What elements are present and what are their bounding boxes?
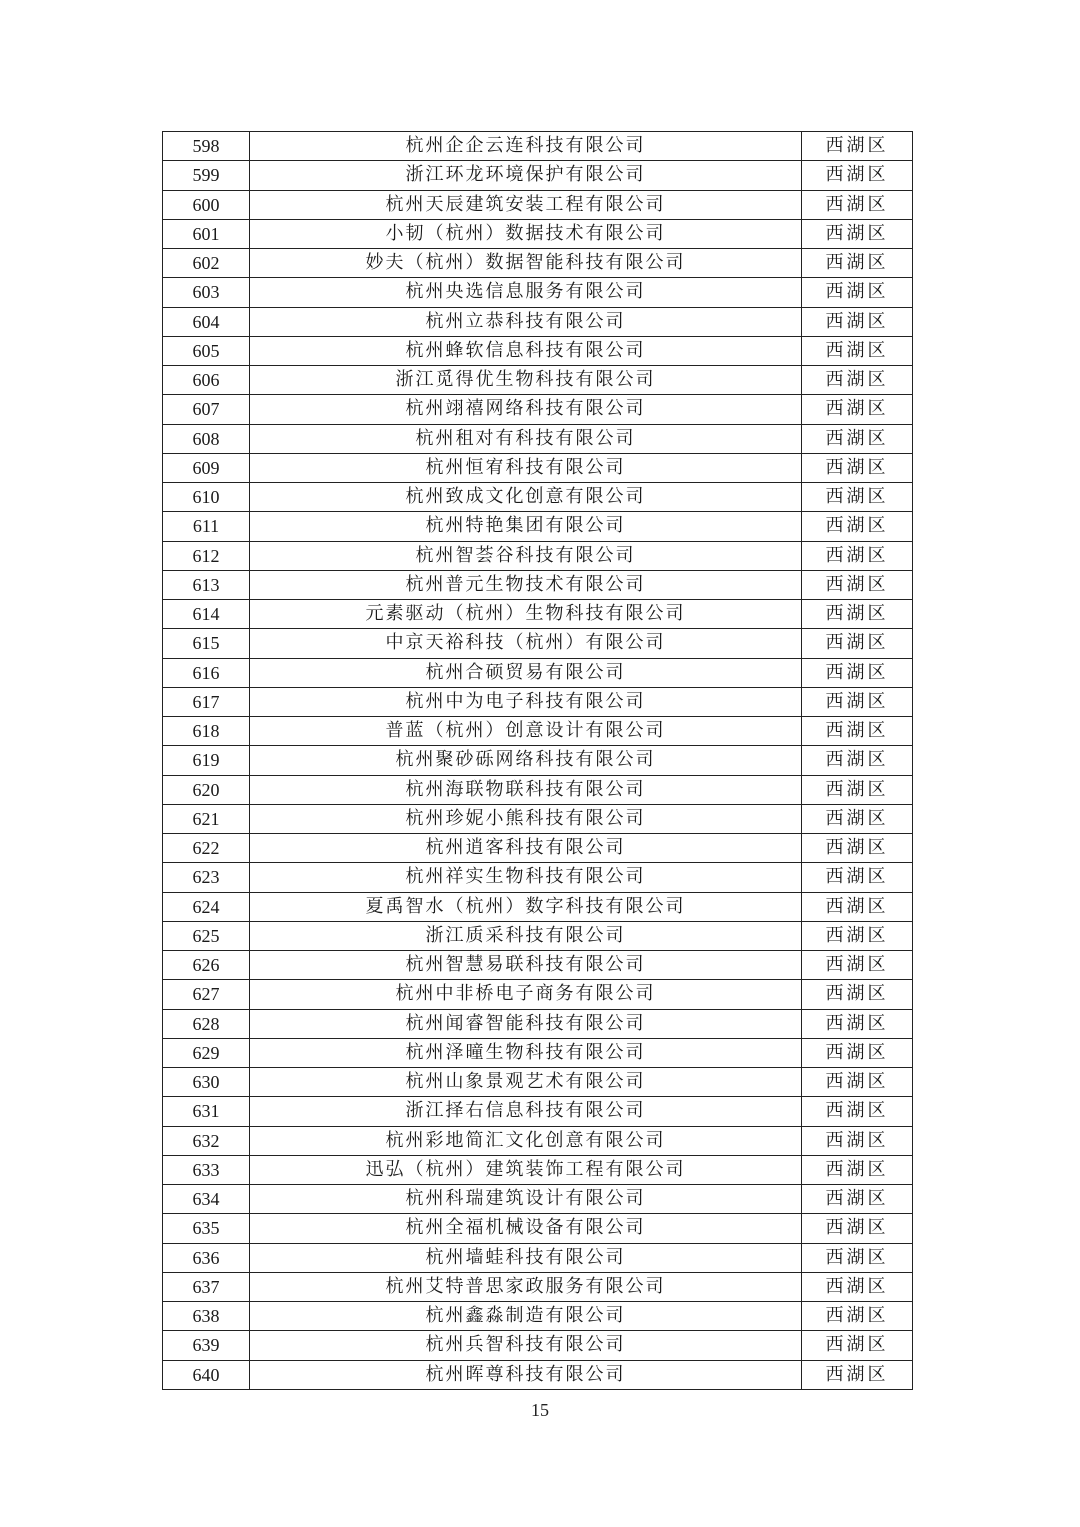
table-row xyxy=(163,249,913,278)
company-name-cell: 迅弘（杭州）建筑装饰工程有限公司 xyxy=(250,1155,802,1184)
table-row xyxy=(163,307,913,336)
company-name-cell: 元素驱动（杭州）生物科技有限公司 xyxy=(250,600,802,629)
row-number-cell: 616 xyxy=(163,658,250,687)
table-row xyxy=(163,483,913,512)
row-number-cell: 634 xyxy=(163,1185,250,1214)
table-row xyxy=(163,395,913,424)
company-name-cell: 杭州艾特普思家政服务有限公司 xyxy=(250,1272,802,1301)
table-row xyxy=(163,980,913,1009)
district-cell: 西湖区 xyxy=(802,1302,913,1331)
row-number-cell: 604 xyxy=(163,307,250,336)
row-number-cell: 614 xyxy=(163,600,250,629)
row-number-cell: 630 xyxy=(163,1068,250,1097)
district-cell: 西湖区 xyxy=(802,190,913,219)
row-number-cell: 629 xyxy=(163,1038,250,1067)
district-cell: 西湖区 xyxy=(802,892,913,921)
row-number-cell: 619 xyxy=(163,746,250,775)
row-number-cell: 607 xyxy=(163,395,250,424)
company-name-cell: 杭州山象景观艺术有限公司 xyxy=(250,1068,802,1097)
company-name-cell: 杭州聚砂砾网络科技有限公司 xyxy=(250,746,802,775)
district-cell: 西湖区 xyxy=(802,1243,913,1272)
district-cell: 西湖区 xyxy=(802,1126,913,1155)
company-name-cell: 杭州祥实生物科技有限公司 xyxy=(250,863,802,892)
table-row xyxy=(163,336,913,365)
table-row xyxy=(163,1038,913,1067)
row-number-cell: 613 xyxy=(163,570,250,599)
table-row xyxy=(163,1068,913,1097)
row-number-cell: 612 xyxy=(163,541,250,570)
company-name-cell: 普蓝（杭州）创意设计有限公司 xyxy=(250,717,802,746)
table-row xyxy=(163,658,913,687)
table-row xyxy=(163,1331,913,1360)
row-number-cell: 622 xyxy=(163,834,250,863)
table-row xyxy=(163,1360,913,1389)
row-number-cell: 624 xyxy=(163,892,250,921)
company-name-cell: 浙江觅得优生物科技有限公司 xyxy=(250,366,802,395)
row-number-cell: 620 xyxy=(163,775,250,804)
district-cell: 西湖区 xyxy=(802,1331,913,1360)
company-name-cell: 中京天裕科技（杭州）有限公司 xyxy=(250,629,802,658)
row-number-cell: 609 xyxy=(163,453,250,482)
company-name-cell: 浙江择右信息科技有限公司 xyxy=(250,1097,802,1126)
row-number-cell: 602 xyxy=(163,249,250,278)
district-cell: 西湖区 xyxy=(802,746,913,775)
district-cell: 西湖区 xyxy=(802,395,913,424)
district-cell: 西湖区 xyxy=(802,717,913,746)
table-row xyxy=(163,804,913,833)
row-number-cell: 625 xyxy=(163,921,250,950)
company-name-cell: 杭州兵智科技有限公司 xyxy=(250,1331,802,1360)
company-name-cell: 杭州中为电子科技有限公司 xyxy=(250,687,802,716)
row-number-cell: 611 xyxy=(163,512,250,541)
table-row xyxy=(163,1302,913,1331)
company-name-cell: 杭州天辰建筑安装工程有限公司 xyxy=(250,190,802,219)
company-name-cell: 杭州央选信息服务有限公司 xyxy=(250,278,802,307)
company-name-cell: 杭州海联物联科技有限公司 xyxy=(250,775,802,804)
table-row xyxy=(163,834,913,863)
company-name-cell: 浙江环龙环境保护有限公司 xyxy=(250,161,802,190)
district-cell: 西湖区 xyxy=(802,219,913,248)
table-row xyxy=(163,424,913,453)
row-number-cell: 632 xyxy=(163,1126,250,1155)
table-row xyxy=(163,687,913,716)
table-row xyxy=(163,570,913,599)
row-number-cell: 627 xyxy=(163,980,250,1009)
district-cell: 西湖区 xyxy=(802,658,913,687)
company-name-cell: 浙江质采科技有限公司 xyxy=(250,921,802,950)
district-cell: 西湖区 xyxy=(802,307,913,336)
company-name-cell: 杭州合硕贸易有限公司 xyxy=(250,658,802,687)
district-cell: 西湖区 xyxy=(802,161,913,190)
table-row xyxy=(163,951,913,980)
company-name-cell: 杭州蜂软信息科技有限公司 xyxy=(250,336,802,365)
table-row xyxy=(163,1009,913,1038)
row-number-cell: 598 xyxy=(163,132,250,161)
company-name-cell: 杭州租对有科技有限公司 xyxy=(250,424,802,453)
company-list-body xyxy=(163,132,913,1390)
company-name-cell: 杭州逍客科技有限公司 xyxy=(250,834,802,863)
district-cell: 西湖区 xyxy=(802,278,913,307)
table-row xyxy=(163,1272,913,1301)
company-name-cell: 杭州珍妮小熊科技有限公司 xyxy=(250,804,802,833)
district-cell: 西湖区 xyxy=(802,541,913,570)
row-number-cell: 631 xyxy=(163,1097,250,1126)
company-name-cell: 杭州彩地简汇文化创意有限公司 xyxy=(250,1126,802,1155)
company-name-cell: 杭州致成文化创意有限公司 xyxy=(250,483,802,512)
district-cell: 西湖区 xyxy=(802,570,913,599)
table-row xyxy=(163,190,913,219)
district-cell: 西湖区 xyxy=(802,483,913,512)
row-number-cell: 621 xyxy=(163,804,250,833)
row-number-cell: 633 xyxy=(163,1155,250,1184)
district-cell: 西湖区 xyxy=(802,921,913,950)
district-cell: 西湖区 xyxy=(802,600,913,629)
company-list-table xyxy=(162,131,913,1390)
district-cell: 西湖区 xyxy=(802,980,913,1009)
company-name-cell: 夏禹智水（杭州）数字科技有限公司 xyxy=(250,892,802,921)
district-cell: 西湖区 xyxy=(802,951,913,980)
page-number: 15 xyxy=(531,1400,549,1420)
table-row xyxy=(163,1097,913,1126)
row-number-cell: 603 xyxy=(163,278,250,307)
row-number-cell: 600 xyxy=(163,190,250,219)
table-row xyxy=(163,746,913,775)
district-cell: 西湖区 xyxy=(802,775,913,804)
table-row xyxy=(163,541,913,570)
table-row xyxy=(163,1243,913,1272)
table-row xyxy=(163,863,913,892)
row-number-cell: 608 xyxy=(163,424,250,453)
table-row xyxy=(163,892,913,921)
district-cell: 西湖区 xyxy=(802,629,913,658)
row-number-cell: 601 xyxy=(163,219,250,248)
district-cell: 西湖区 xyxy=(802,1185,913,1214)
row-number-cell: 636 xyxy=(163,1243,250,1272)
row-number-cell: 615 xyxy=(163,629,250,658)
table-row xyxy=(163,132,913,161)
table-row xyxy=(163,1185,913,1214)
table-row xyxy=(163,629,913,658)
district-cell: 西湖区 xyxy=(802,132,913,161)
table-row xyxy=(163,453,913,482)
district-cell: 西湖区 xyxy=(802,1097,913,1126)
district-cell: 西湖区 xyxy=(802,1009,913,1038)
company-name-cell: 杭州翊禧网络科技有限公司 xyxy=(250,395,802,424)
company-name-cell: 杭州特艳集团有限公司 xyxy=(250,512,802,541)
company-name-cell: 杭州闻睿智能科技有限公司 xyxy=(250,1009,802,1038)
district-cell: 西湖区 xyxy=(802,512,913,541)
row-number-cell: 628 xyxy=(163,1009,250,1038)
company-name-cell: 杭州立恭科技有限公司 xyxy=(250,307,802,336)
row-number-cell: 637 xyxy=(163,1272,250,1301)
table-row xyxy=(163,600,913,629)
district-cell: 西湖区 xyxy=(802,336,913,365)
district-cell: 西湖区 xyxy=(802,1038,913,1067)
row-number-cell: 610 xyxy=(163,483,250,512)
district-cell: 西湖区 xyxy=(802,1214,913,1243)
district-cell: 西湖区 xyxy=(802,834,913,863)
district-cell: 西湖区 xyxy=(802,453,913,482)
district-cell: 西湖区 xyxy=(802,1155,913,1184)
district-cell: 西湖区 xyxy=(802,424,913,453)
table-row xyxy=(163,1126,913,1155)
company-name-cell: 妙夫（杭州）数据智能科技有限公司 xyxy=(250,249,802,278)
district-cell: 西湖区 xyxy=(802,687,913,716)
row-number-cell: 626 xyxy=(163,951,250,980)
company-name-cell: 杭州泽曈生物科技有限公司 xyxy=(250,1038,802,1067)
row-number-cell: 605 xyxy=(163,336,250,365)
row-number-cell: 635 xyxy=(163,1214,250,1243)
company-name-cell: 杭州智荟谷科技有限公司 xyxy=(250,541,802,570)
table-row xyxy=(163,219,913,248)
row-number-cell: 638 xyxy=(163,1302,250,1331)
table-row xyxy=(163,512,913,541)
table-row xyxy=(163,921,913,950)
table-row xyxy=(163,717,913,746)
district-cell: 西湖区 xyxy=(802,804,913,833)
table-row xyxy=(163,161,913,190)
company-name-cell: 杭州科瑞建筑设计有限公司 xyxy=(250,1185,802,1214)
district-cell: 西湖区 xyxy=(802,366,913,395)
company-name-cell: 小韧（杭州）数据技术有限公司 xyxy=(250,219,802,248)
company-name-cell: 杭州鑫淼制造有限公司 xyxy=(250,1302,802,1331)
district-cell: 西湖区 xyxy=(802,1360,913,1389)
district-cell: 西湖区 xyxy=(802,1068,913,1097)
district-cell: 西湖区 xyxy=(802,863,913,892)
table-row xyxy=(163,775,913,804)
district-cell: 西湖区 xyxy=(802,1272,913,1301)
row-number-cell: 618 xyxy=(163,717,250,746)
row-number-cell: 599 xyxy=(163,161,250,190)
table-row xyxy=(163,1155,913,1184)
company-name-cell: 杭州普元生物技术有限公司 xyxy=(250,570,802,599)
district-cell: 西湖区 xyxy=(802,249,913,278)
company-name-cell: 杭州企企云连科技有限公司 xyxy=(250,132,802,161)
row-number-cell: 623 xyxy=(163,863,250,892)
table-row xyxy=(163,1214,913,1243)
table-row xyxy=(163,366,913,395)
company-name-cell: 杭州墙蛙科技有限公司 xyxy=(250,1243,802,1272)
row-number-cell: 617 xyxy=(163,687,250,716)
company-name-cell: 杭州全福机械设备有限公司 xyxy=(250,1214,802,1243)
row-number-cell: 640 xyxy=(163,1360,250,1389)
company-name-cell: 杭州恒宥科技有限公司 xyxy=(250,453,802,482)
row-number-cell: 639 xyxy=(163,1331,250,1360)
company-name-cell: 杭州中非桥电子商务有限公司 xyxy=(250,980,802,1009)
row-number-cell: 606 xyxy=(163,366,250,395)
company-name-cell: 杭州晖尊科技有限公司 xyxy=(250,1360,802,1389)
table-row xyxy=(163,278,913,307)
company-name-cell: 杭州智慧易联科技有限公司 xyxy=(250,951,802,980)
